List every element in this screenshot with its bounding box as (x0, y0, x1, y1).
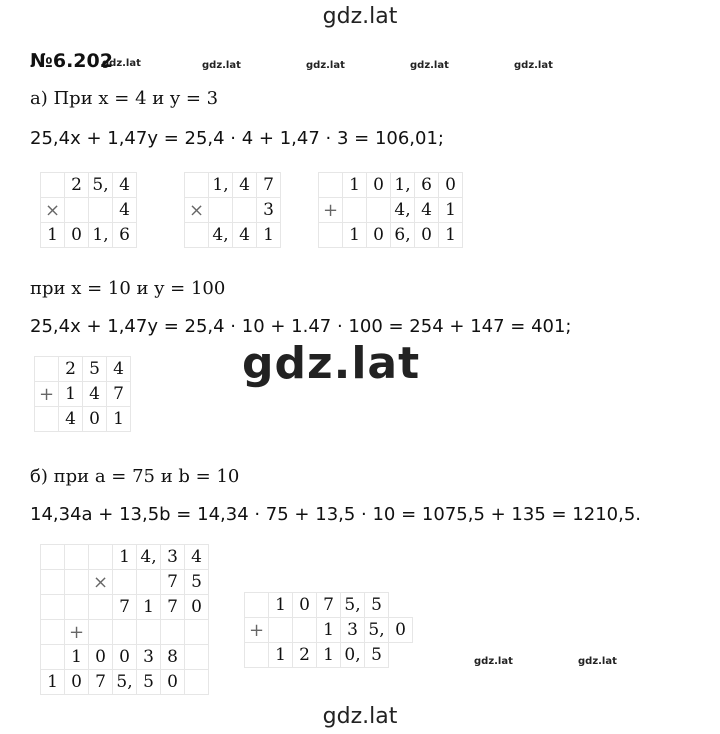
digit-cell: 0 (83, 407, 107, 432)
digit-cell: 5 (365, 593, 389, 618)
digit-cell: 4, (137, 545, 161, 570)
digit-cell: 3 (161, 545, 185, 570)
digit-cell (89, 545, 113, 570)
digit-cell (185, 645, 209, 670)
digit-cell: 1 (257, 223, 281, 248)
digit-cell: 4 (185, 545, 209, 570)
digit-cell (269, 618, 293, 643)
digit-cell: 5 (365, 643, 389, 668)
expression-b: 14,34a + 13,5b = 14,34 · 75 + 13,5 · 10 = 1075,5 + 135 = 1210,5. (30, 504, 642, 525)
addition-254-plus-147 (34, 356, 131, 432)
digit-cell: 7 (113, 595, 137, 620)
watermark-bottom: gdz.lat (322, 704, 398, 729)
watermark-small: gdz.lat (474, 656, 513, 667)
digit-cell: 1, (89, 223, 113, 248)
digit-cell: 1, (209, 173, 233, 198)
digit-cell: 0 (367, 173, 391, 198)
digit-cell (319, 223, 343, 248)
digit-cell: 1 (41, 670, 65, 695)
digit-cell: 1 (59, 382, 83, 407)
digit-cell (367, 198, 391, 223)
digit-cell: 2 (59, 357, 83, 382)
digit-cell (319, 173, 343, 198)
digit-cell: 0 (113, 645, 137, 670)
digit-cell: 0 (293, 593, 317, 618)
digit-cell (41, 545, 65, 570)
digit-cell (35, 357, 59, 382)
digit-cell: 3 (341, 618, 365, 643)
digit-cell (41, 645, 65, 670)
digit-cell: 5 (185, 570, 209, 595)
digit-cell: 4 (113, 173, 137, 198)
digit-cell: 0 (415, 223, 439, 248)
digit-cell: 1 (65, 645, 89, 670)
digit-cell (89, 595, 113, 620)
multiplication-14-34-by-75 (40, 544, 209, 695)
digit-cell: 3 (137, 645, 161, 670)
digit-cell: 1 (137, 595, 161, 620)
expression-a2: 25,4x + 1,47y = 25,4 · 10 + 1.47 · 100 = 254 + 147 = 401; (30, 316, 572, 337)
digit-cell: 4 (415, 198, 439, 223)
digit-cell (293, 618, 317, 643)
digit-cell: 1 (317, 618, 341, 643)
digit-cell: 8 (161, 645, 185, 670)
digit-cell: 5 (137, 670, 161, 695)
digit-cell: 0 (389, 618, 413, 643)
digit-cell: 7 (317, 593, 341, 618)
digit-cell: 1 (439, 223, 463, 248)
digit-cell: 1 (343, 173, 367, 198)
digit-cell: 0 (185, 595, 209, 620)
digit-cell (185, 173, 209, 198)
digit-cell (41, 620, 65, 645)
digit-cell: 1 (41, 223, 65, 248)
condition-a: а) При x = 4 и y = 3 (30, 88, 219, 109)
digit-cell (113, 570, 137, 595)
digit-cell (137, 570, 161, 595)
digit-cell: 1 (439, 198, 463, 223)
digit-cell: + (35, 382, 59, 407)
digit-cell (185, 223, 209, 248)
digit-cell: 4 (233, 173, 257, 198)
digit-cell (89, 198, 113, 223)
digit-cell: 0 (439, 173, 463, 198)
addition-1075-5-plus-135-0 (244, 592, 413, 668)
digit-cell: 3 (257, 198, 281, 223)
watermark-small: gdz.lat (514, 60, 553, 71)
watermark-small: gdz.lat (410, 60, 449, 71)
multiplication-1-47-by-3 (184, 172, 281, 248)
digit-cell: 1, (391, 173, 415, 198)
digit-cell: 2 (65, 173, 89, 198)
digit-cell (41, 595, 65, 620)
digit-cell (245, 593, 269, 618)
digit-cell (89, 620, 113, 645)
digit-cell: 5, (365, 618, 389, 643)
digit-cell (65, 570, 89, 595)
digit-cell: 4 (233, 223, 257, 248)
digit-cell: 7 (107, 382, 131, 407)
digit-cell: 4 (83, 382, 107, 407)
digit-cell: × (41, 198, 65, 223)
digit-cell: × (89, 570, 113, 595)
addition-101-60-plus-4-41 (318, 172, 463, 248)
digit-cell: 5, (113, 670, 137, 695)
digit-cell (137, 620, 161, 645)
digit-cell (65, 545, 89, 570)
digit-cell (233, 198, 257, 223)
watermark-small: gdz.lat (102, 58, 141, 69)
digit-cell: 4, (391, 198, 415, 223)
watermark-small: gdz.lat (202, 60, 241, 71)
digit-cell: 2 (293, 643, 317, 668)
digit-cell: 6, (391, 223, 415, 248)
digit-cell: + (319, 198, 343, 223)
digit-cell: 0, (341, 643, 365, 668)
digit-cell (209, 198, 233, 223)
digit-cell: 7 (161, 595, 185, 620)
multiplication-25-4-by-4 (40, 172, 137, 248)
condition-b: б) при a = 75 и b = 10 (30, 466, 240, 487)
digit-cell: 4 (107, 357, 131, 382)
digit-cell: 7 (161, 570, 185, 595)
digit-cell: 1 (269, 643, 293, 668)
digit-cell: 0 (161, 670, 185, 695)
digit-cell: 1 (317, 643, 341, 668)
digit-cell: 0 (89, 645, 113, 670)
digit-cell (245, 643, 269, 668)
digit-cell: 6 (415, 173, 439, 198)
digit-cell: 1 (113, 545, 137, 570)
digit-cell: 0 (367, 223, 391, 248)
digit-cell: 7 (257, 173, 281, 198)
digit-cell (161, 620, 185, 645)
problem-number: №6.202 (30, 50, 113, 72)
digit-cell: 1 (107, 407, 131, 432)
digit-cell: + (65, 620, 89, 645)
digit-cell (41, 173, 65, 198)
digit-cell: 5, (89, 173, 113, 198)
digit-cell (185, 670, 209, 695)
digit-cell: 1 (343, 223, 367, 248)
digit-cell: + (245, 618, 269, 643)
digit-cell (41, 570, 65, 595)
digit-cell: 0 (65, 223, 89, 248)
digit-cell (65, 198, 89, 223)
digit-cell (35, 407, 59, 432)
condition-a2: при x = 10 и y = 100 (30, 278, 226, 299)
digit-cell: 0 (65, 670, 89, 695)
digit-cell (185, 620, 209, 645)
digit-cell: 1 (269, 593, 293, 618)
digit-cell: 5 (83, 357, 107, 382)
digit-cell: × (185, 198, 209, 223)
watermark-small: gdz.lat (306, 60, 345, 71)
digit-cell: 4, (209, 223, 233, 248)
digit-cell: 4 (59, 407, 83, 432)
digit-cell (113, 620, 137, 645)
digit-cell (343, 198, 367, 223)
digit-cell: 4 (113, 198, 137, 223)
watermark-top: gdz.lat (322, 4, 398, 29)
watermark-center: gdz.lat (242, 338, 421, 389)
digit-cell (65, 595, 89, 620)
expression-a: 25,4x + 1,47y = 25,4 · 4 + 1,47 · 3 = 106,01; (30, 128, 444, 149)
watermark-small: gdz.lat (578, 656, 617, 667)
digit-cell: 5, (341, 593, 365, 618)
digit-cell: 7 (89, 670, 113, 695)
digit-cell: 6 (113, 223, 137, 248)
